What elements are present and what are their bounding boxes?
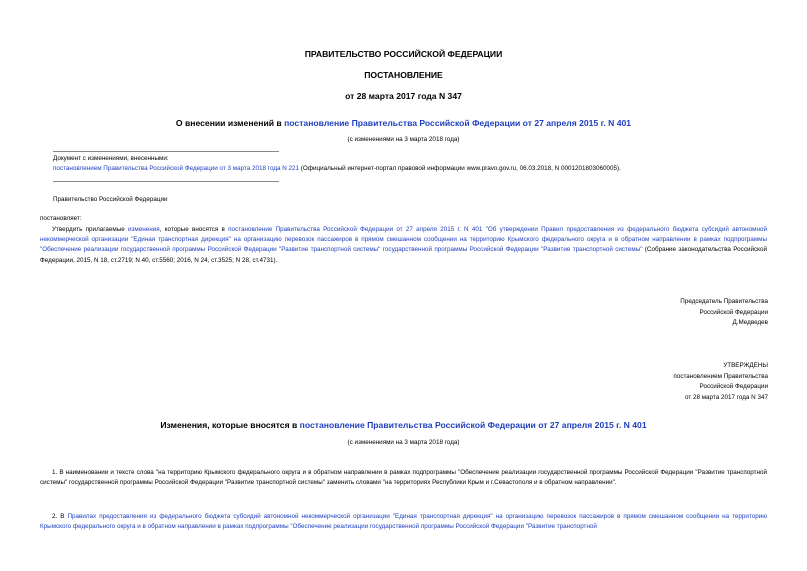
signature-line-2: Российской Федерации bbox=[699, 308, 768, 316]
divider-top bbox=[53, 151, 279, 152]
changes-title-link[interactable]: постановление Правительства Российской Федерации от 27 апреля 2015 г. N 401 bbox=[299, 420, 647, 430]
signature-line-3: Д.Медведев bbox=[732, 319, 768, 326]
changes-title bbox=[0, 420, 807, 430]
approved-line-4: от 28 марта 2017 года N 347 bbox=[684, 393, 768, 401]
signature-block bbox=[468, 297, 768, 329]
issuer: Правительство Российской Федерации bbox=[53, 196, 168, 203]
org-name: ПРАВИТЕЛЬСТВО РОССИЙСКОЙ ФЕДЕРАЦИИ bbox=[304, 49, 503, 59]
doc-type: ПОСТАНОВЛЕНИЕ bbox=[364, 70, 443, 80]
divider-bottom bbox=[53, 181, 279, 182]
change-item-1: 1. В наименовании и тексте слова "на территорию Крымского федерального округа и в обратном направлении в рамках подпрограммы "Обеспечение реализации государственной программы Российской Федерации "Развитие транспортной системы" государственной программы Российской Федерации "Развитие транспортной системы" заменить словами "на территориях Республики Крым и г.Севастополя и в обратном направлении". bbox=[40, 469, 767, 487]
approved-block bbox=[468, 361, 768, 403]
doc-title bbox=[0, 118, 807, 128]
p1-link-changes[interactable]: изменения bbox=[128, 226, 160, 233]
p1-link-decree[interactable]: постановление Правительства Российской Федерации от 27 апреля 2015 г. N 401 "Об утверждении Правил предоставления из федерального бюджета субсидий автономной некоммерческой организации "Единая транспортная дирекция" на организацию перевозок пассажиров в прямом смешанном сообщении на территорию Крымского федерального округа и в обратном направлении в рамках подпрограммы "Обеспечение реализации государственной программы Российской Федерации "Развитие транспортной системы" государственной программы Российской Федерации "Развитие транспортной системы" bbox=[40, 226, 767, 254]
p1-text-a: Утвердить прилагаемые bbox=[52, 226, 129, 233]
doc-date-number: от 28 марта 2017 года N 347 bbox=[345, 91, 462, 101]
change-item-2 bbox=[40, 512, 767, 532]
changes-amended-note: (с изменениями на 3 марта 2018 года) bbox=[347, 439, 460, 446]
revisions-source: (Официальный интернет-портал правовой информации www.pravo.gov.ru, 06.03.2018, N 0001201803060005). bbox=[299, 165, 621, 172]
approved-line-2: постановлением Правительства bbox=[673, 372, 768, 380]
item2-text-a: 2. В bbox=[52, 513, 68, 520]
approved-line-3: Российской Федерации bbox=[699, 383, 768, 390]
p1-text-b: , которые вносятся в bbox=[159, 226, 229, 233]
approved-line-1: УТВЕРЖДЕНЫ bbox=[723, 362, 768, 369]
decides: постановляет: bbox=[40, 215, 82, 222]
p1-text-c: (Собрание законодательства Российской Федерации, 2015, N 18, ст.2719; N 40, ст.5560; 2016, N 24, ст.3525; N 28, ст.4731). bbox=[40, 246, 767, 264]
item2-link-rules[interactable]: Правилах предоставления из федерального бюджета субсидий автономной некоммерческой организации "Единая транспортная дирекция" на организацию перевозок пассажиров в прямом смешанном сообщении на территорию Крымского федерального округа и в обратном направлении в рамках подпрограммы "Обеспечение реализации государственной программы Российской Федерации "Развитие транспортной bbox=[40, 513, 768, 531]
revisions-label: Документ с изменениями, внесенными: bbox=[53, 155, 169, 162]
amended-note: (с изменениями на 3 марта 2018 года) bbox=[347, 136, 460, 143]
doc-title-link[interactable]: постановление Правительства Российской Федерации от 27 апреля 2015 г. N 401 bbox=[284, 118, 632, 128]
changes-title-prefix: Изменения, которые вносятся в bbox=[160, 420, 300, 430]
signature-line-1: Председатель Правительства bbox=[680, 298, 768, 305]
revisions-entry bbox=[53, 165, 621, 172]
doc-title-prefix: О внесении изменений в bbox=[175, 118, 285, 128]
revisions-link[interactable]: постановлением Правительства Российской Федерации от 3 марта 2018 года N 221 bbox=[53, 165, 300, 172]
main-paragraph bbox=[40, 225, 767, 266]
